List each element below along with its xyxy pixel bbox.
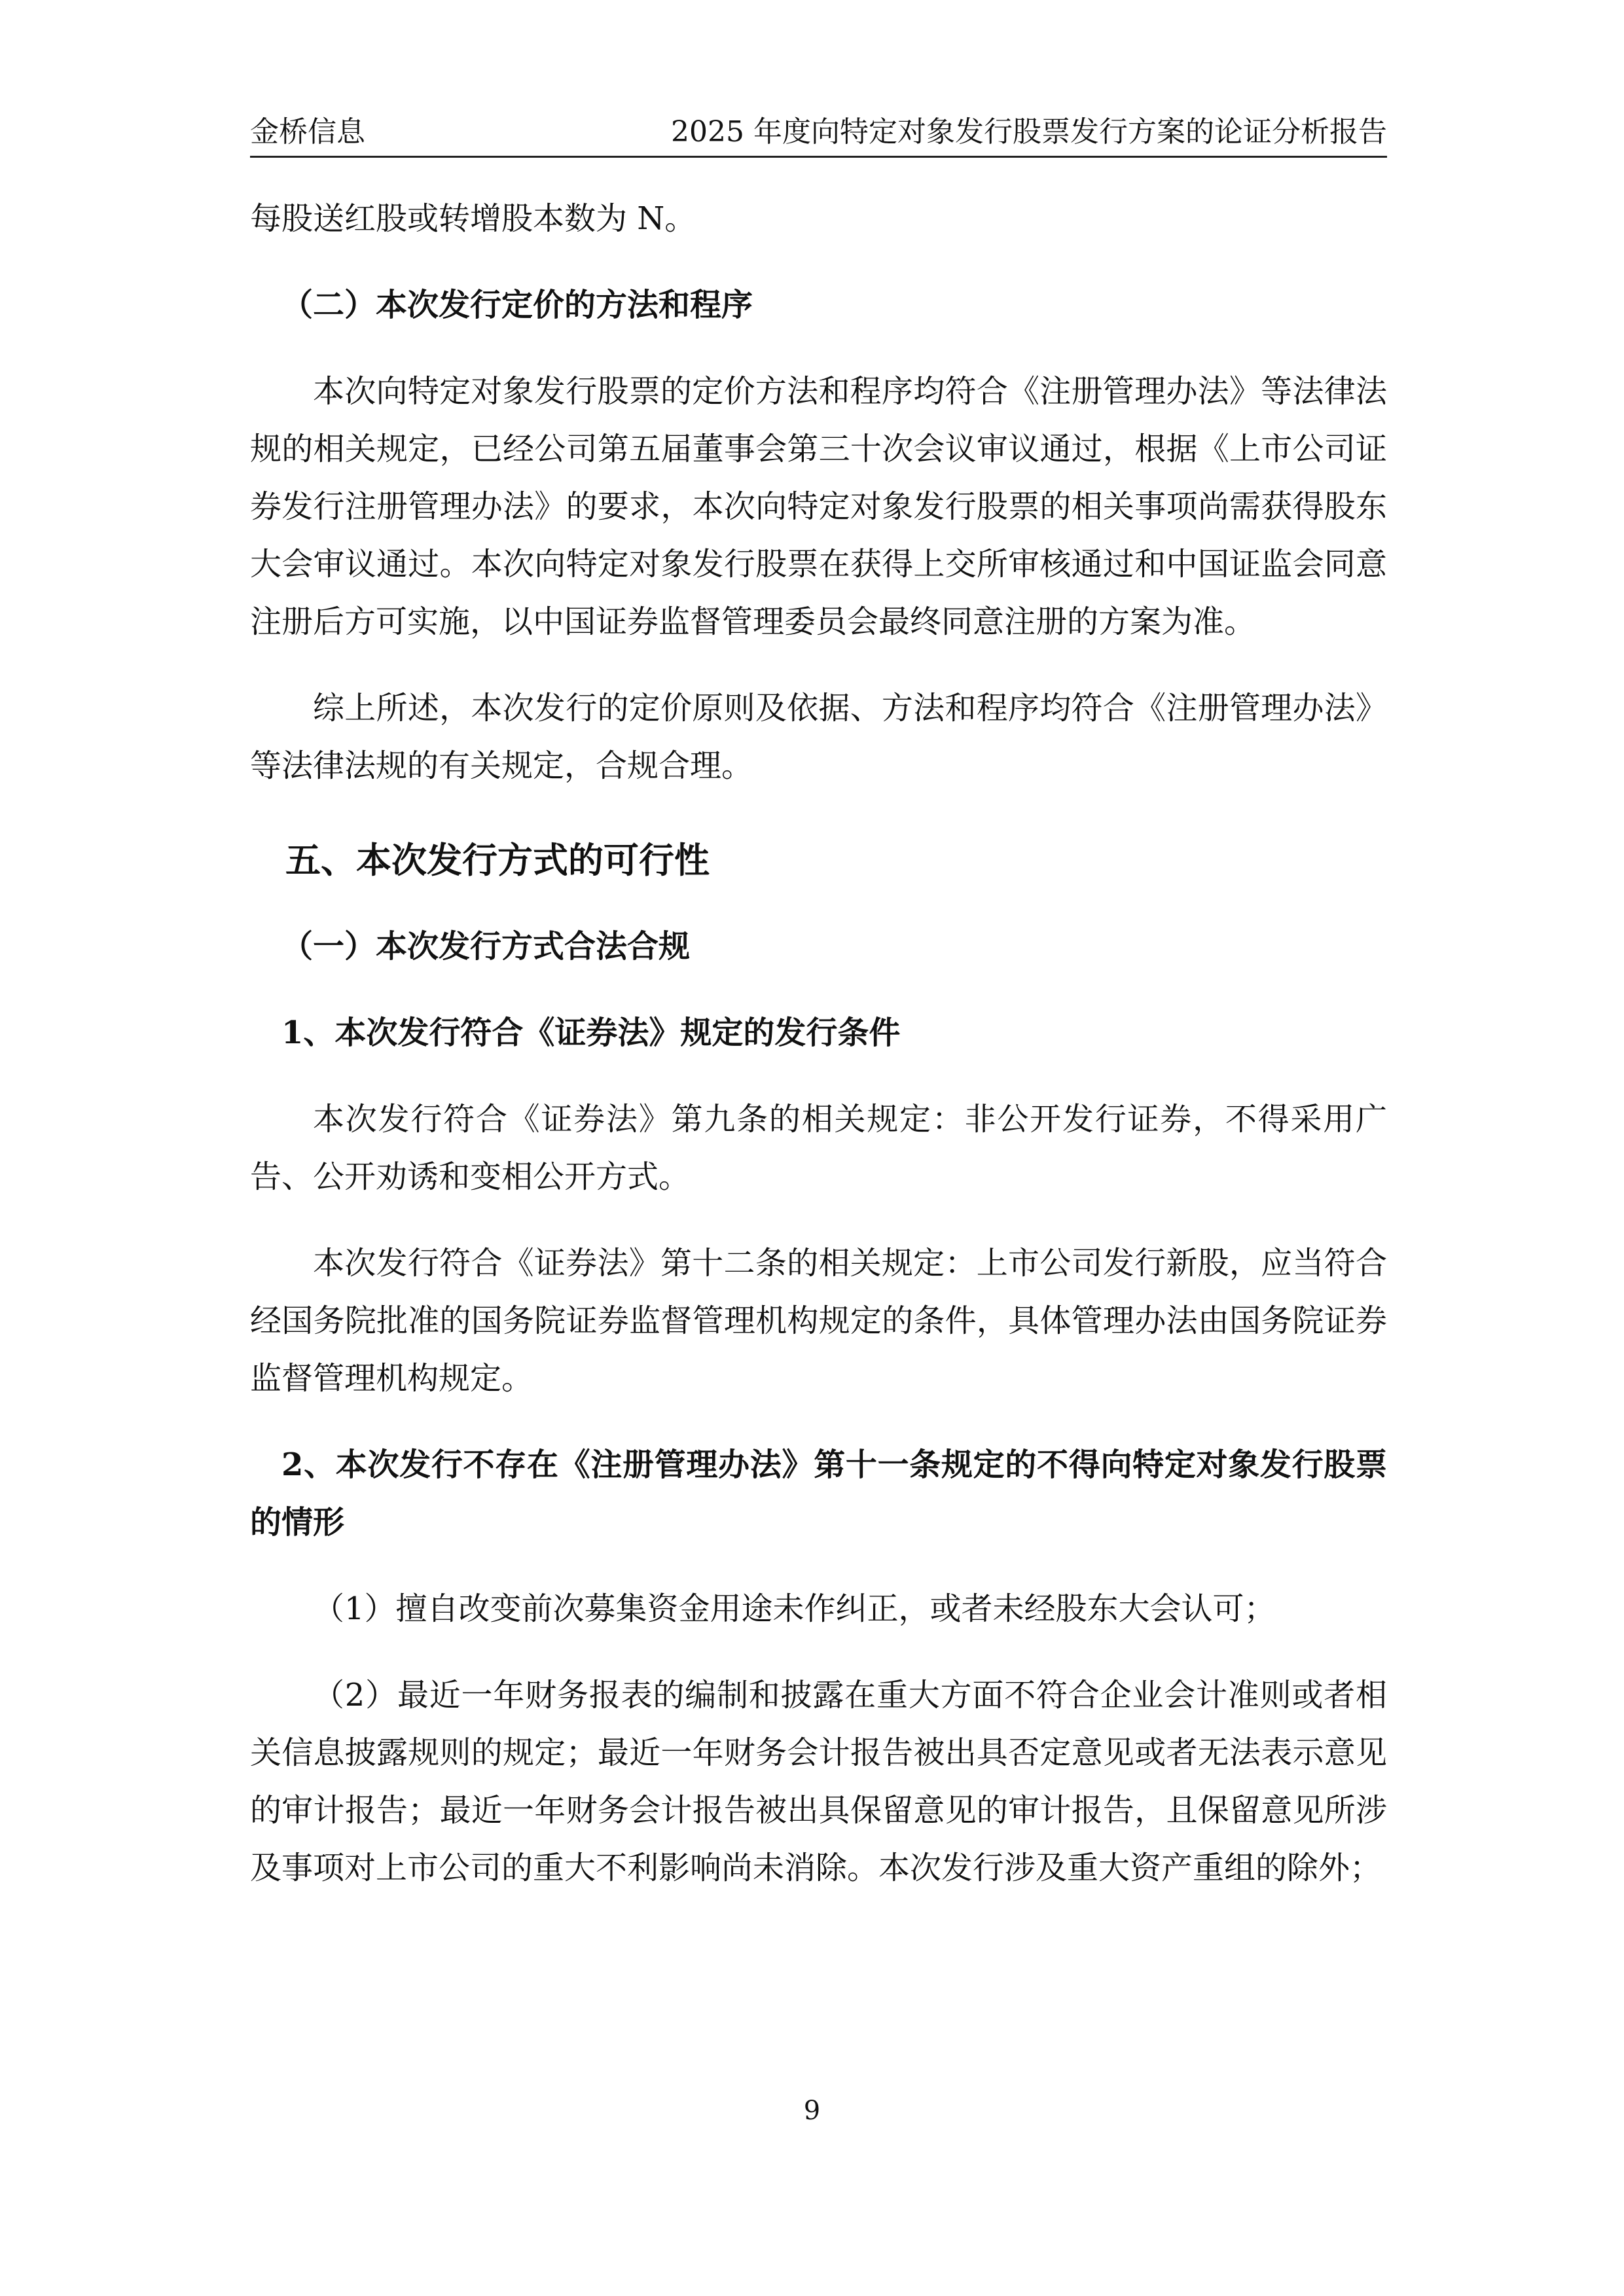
header-divider: [250, 156, 1387, 158]
heading-item-1: 1、本次发行符合《证券法》规定的发行条件: [281, 1014, 901, 1051]
paragraph-continuation: 每股送红股或转增股本数为 N。: [250, 200, 696, 237]
list-item-condition-2: （2）最近一年财务报表的编制和披露在重大方面不符合企业会计准则或者相关信息披露规则的规定；最近一年财务会计报告被出具否定意见或者无法表示意见的审计报告；最近一年财务会计报告被出具保留意见的审计报告，且保留意见所涉及事项对上市公司的重大不利影响尚未消除。本次发行涉及重大资产重组的除外；: [250, 1677, 1387, 1886]
subheading-pricing-method: （二）本次发行定价的方法和程序: [281, 287, 753, 323]
header-report-title: 2025 年度向特定对象发行股票发行方案的论证分析报告: [671, 115, 1387, 149]
heading-item-2: 2、本次发行不存在《注册管理办法》第十一条规定的不得向特定对象发行股票的情形: [250, 1446, 1387, 1541]
paragraph-summary: 综上所述，本次发行的定价原则及依据、方法和程序均符合《注册管理办法》等法律法规的有关规定，合规合理。: [250, 690, 1387, 784]
paragraph-article-9: 本次发行符合《证券法》第九条的相关规定：非公开发行证券，不得采用广告、公开劝诱和变相公开方式。: [250, 1101, 1387, 1195]
section-heading-feasibility: 五、本次发行方式的可行性: [285, 839, 710, 881]
subheading-legal-compliance: （一）本次发行方式合法合规: [281, 928, 691, 965]
header-company: 金桥信息: [250, 115, 365, 149]
paragraph-pricing-method: 本次向特定对象发行股票的定价方法和程序均符合《注册管理办法》等法律法规的相关规定，已经公司第五届董事会第三十次会议审议通过，根据《上市公司证券发行注册管理办法》的要求，本次向特定对象发行股票的相关事项尚需获得股东大会审议通过。本次向特定对象发行股票在获得上交所审核通过和中国证监会同意注册后方可实施，以中国证券监督管理委员会最终同意注册的方案为准。: [250, 373, 1387, 640]
paragraph-article-12: 本次发行符合《证券法》第十二条的相关规定：上市公司发行新股，应当符合经国务院批准的国务院证券监督管理机构规定的条件，具体管理办法由国务院证券监督管理机构规定。: [250, 1245, 1387, 1397]
page-header: [250, 113, 1387, 152]
list-item-condition-1: （1）擅自改变前次募集资金用途未作纠正，或者未经股东大会认可；: [313, 1590, 1276, 1627]
document-body: [250, 190, 1387, 1897]
page-number: 9: [803, 2096, 821, 2126]
